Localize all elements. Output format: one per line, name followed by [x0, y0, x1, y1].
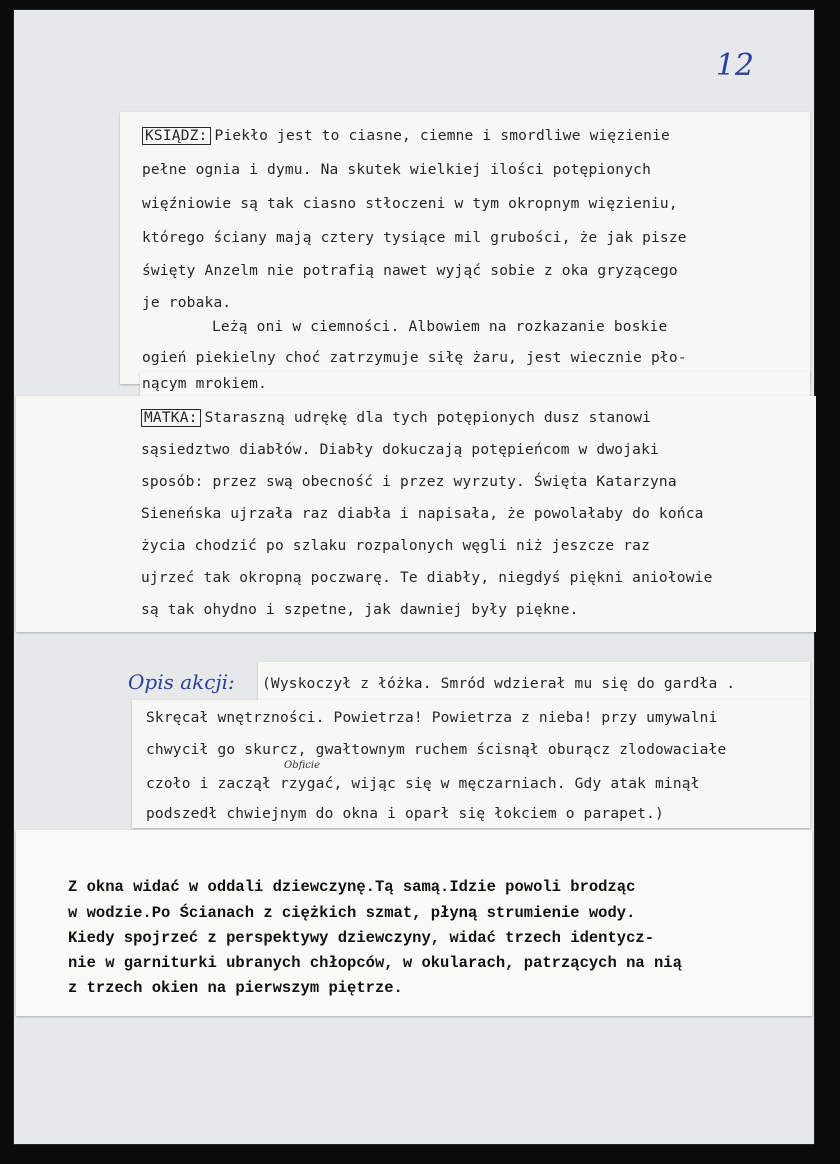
text-line: Leżą oni w ciemności. Albowiem na rozkazanie boskie [212, 319, 668, 335]
text-line: sąsiedztwo diabłów. Diabły dokuczają potępieńcom w dwojaki [141, 442, 659, 458]
text-line: czoło i zaczął rzygać, wijąc się w męczarniach. Gdy atak minął [146, 776, 700, 792]
pasted-strip-action-body [132, 700, 810, 828]
text-line: podszedł chwiejnym do okna i oparł się łokciem o parapet.) [146, 806, 664, 822]
pasted-strip-window [16, 830, 812, 1016]
line-text: Piekło jest to ciasne, ciemne i smordliwe więzienie [214, 128, 670, 144]
speaker-label: MATKA: [141, 409, 201, 427]
text-line: w wodzie.Po Ścianach z ciężkich szmat, płyną strumienie wody. [68, 904, 636, 922]
page-number: 12 [715, 48, 754, 83]
text-line: nącym mrokiem. [142, 376, 268, 392]
text-line: Skręcał wnętrzności. Powietrza! Powietrza z nieba! przy umywalni [146, 710, 718, 726]
text-line: Kiedy spojrzeć z perspektywy dziewczyny, widać trzech identycz- [68, 929, 654, 947]
text-line: święty Anzelm nie potrafią nawet wyjąć sobie z oka gryzącego [142, 263, 678, 279]
text-line: którego ściany mają cztery tysiące mil grubości, że jak pisze [142, 230, 687, 246]
pasted-strip-priest-end [140, 372, 810, 398]
text-line: chwycił go skurcz, gwałtownym ruchem ścisnął oburącz zlodowaciałe [146, 742, 727, 758]
text-line: są tak ohydno i szpetne, jak dawniej były piękne. [141, 602, 579, 618]
text-line: z trzech okien na pierwszym piętrze. [68, 979, 403, 997]
line-text: Staraszną udrękę dla tych potępionych dusz stanowi [204, 410, 652, 426]
text-line: (Wyskoczył z łóżka. Smród wdzierał mu się do gardła . [262, 676, 736, 692]
handwritten-annotation: Opis akcji: [128, 670, 235, 694]
text-line: więźniowie są tak ciasno stłoczeni w tym okropnym więzieniu, [142, 196, 678, 212]
pasted-strip-mother [16, 396, 816, 632]
text-line: ogień piekielny choć zatrzymuje siłę żaru, jest wiecznie pło- [142, 350, 687, 366]
speaker-label: KSIĄDZ: [142, 127, 211, 145]
text-line [141, 410, 651, 426]
text-line: nie w garniturki ubranych chłopców, w okularach, patrzących na nią [68, 954, 682, 972]
text-line: Sieneńska ujrzała raz diabła i napisała, że powolałaby do końca [141, 506, 704, 522]
text-line [142, 128, 670, 144]
handwritten-insertion: Obficie [284, 760, 320, 771]
text-line: życia chodzić po szlaku rozpalonych węgli niż jeszcze raz [141, 538, 650, 554]
pasted-strip-priest [120, 112, 810, 384]
text-line: ujrzeć tak okropną poczwarę. Te diabły, niegdyś piękni aniołowie [141, 570, 713, 586]
pasted-strip-action [258, 662, 810, 702]
text-line: Z okna widać w oddali dziewczynę.Tą samą.Idzie powoli brodząc [68, 878, 636, 896]
text-line: je robaka. [142, 295, 232, 311]
text-line: pełne ognia i dymu. Na skutek wielkiej ilości potępionych [142, 162, 651, 178]
text-line: sposób: przez swą obecność i przez wyrzuty. Święta Katarzyna [141, 474, 677, 490]
